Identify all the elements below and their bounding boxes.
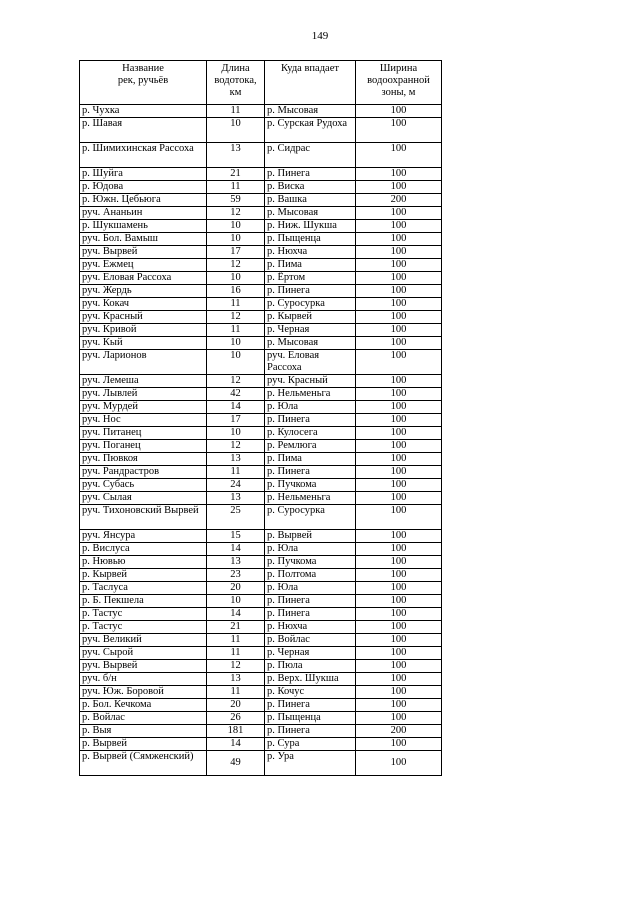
cell-into: р. Кырвей xyxy=(265,311,356,324)
cell-width: 100 xyxy=(356,569,442,582)
cell-name: руч. Янсура xyxy=(80,530,207,543)
table-row xyxy=(80,699,442,712)
cell-name: р. Чухка xyxy=(80,105,207,118)
cell-name: р. Шуйга xyxy=(80,168,207,181)
cell-name: руч. Бол. Вамыш xyxy=(80,233,207,246)
cell-width: 100 xyxy=(356,168,442,181)
cell-into: р. Ёртом xyxy=(265,272,356,285)
table-row xyxy=(80,324,442,337)
cell-width: 100 xyxy=(356,143,442,168)
cell-name: р. Нювью xyxy=(80,556,207,569)
cell-width: 200 xyxy=(356,194,442,207)
cell-into: руч. Еловая Рассоха xyxy=(265,350,356,375)
cell-width: 100 xyxy=(356,118,442,143)
table-row xyxy=(80,530,442,543)
cell-length: 12 xyxy=(207,440,265,453)
cell-into: р. Пыщенца xyxy=(265,712,356,725)
cell-width: 100 xyxy=(356,311,442,324)
cell-into: р. Пыщенца xyxy=(265,233,356,246)
cell-name: руч. Ананьин xyxy=(80,207,207,220)
cell-name: р. Бол. Кечкома xyxy=(80,699,207,712)
table-row xyxy=(80,505,442,530)
cell-into: р. Сурская Рудоха xyxy=(265,118,356,143)
table-row xyxy=(80,660,442,673)
cell-name: р. Вислуса xyxy=(80,543,207,556)
cell-width: 100 xyxy=(356,453,442,466)
cell-name: руч. Лывлей xyxy=(80,388,207,401)
cell-into: р. Пинега xyxy=(265,595,356,608)
cell-width: 200 xyxy=(356,725,442,738)
cell-length: 17 xyxy=(207,246,265,259)
cell-name: р. Тастус xyxy=(80,608,207,621)
cell-width: 100 xyxy=(356,105,442,118)
cell-length: 11 xyxy=(207,647,265,660)
cell-length: 17 xyxy=(207,414,265,427)
cell-into: р. Вырвей xyxy=(265,530,356,543)
cell-length: 10 xyxy=(207,233,265,246)
cell-name: руч. Мурдей xyxy=(80,401,207,414)
table-row xyxy=(80,401,442,414)
cell-name: руч. Вырвей xyxy=(80,660,207,673)
table-row xyxy=(80,479,442,492)
table-row xyxy=(80,375,442,388)
cell-length: 11 xyxy=(207,634,265,647)
cell-width: 100 xyxy=(356,673,442,686)
cell-width: 100 xyxy=(356,543,442,556)
cell-length: 10 xyxy=(207,118,265,143)
cell-width: 100 xyxy=(356,647,442,660)
cell-width: 100 xyxy=(356,479,442,492)
cell-name: руч. Кривой xyxy=(80,324,207,337)
table-row xyxy=(80,608,442,621)
cell-into: р. Полтома xyxy=(265,569,356,582)
cell-name: руч. Субась xyxy=(80,479,207,492)
cell-name: руч. Кый xyxy=(80,337,207,350)
cell-length: 12 xyxy=(207,375,265,388)
cell-into: р. Пинега xyxy=(265,699,356,712)
table-row xyxy=(80,712,442,725)
table-row xyxy=(80,143,442,168)
cell-length: 10 xyxy=(207,220,265,233)
cell-width: 100 xyxy=(356,324,442,337)
cell-name: руч. Тихоновский Вырвей xyxy=(80,505,207,530)
cell-name: руч. Нос xyxy=(80,414,207,427)
cell-name: руч. Красный xyxy=(80,311,207,324)
cell-length: 21 xyxy=(207,168,265,181)
cell-length: 14 xyxy=(207,608,265,621)
cell-length: 11 xyxy=(207,181,265,194)
cell-into: р. Юла xyxy=(265,543,356,556)
table-row xyxy=(80,751,442,776)
cell-name: руч. Пювкоя xyxy=(80,453,207,466)
cell-width: 100 xyxy=(356,259,442,272)
cell-width: 100 xyxy=(356,246,442,259)
cell-width: 100 xyxy=(356,427,442,440)
table-row xyxy=(80,207,442,220)
cell-width: 100 xyxy=(356,621,442,634)
cell-name: р. Кырвей xyxy=(80,569,207,582)
table-row xyxy=(80,220,442,233)
cell-into: р. Кулосега xyxy=(265,427,356,440)
table-row xyxy=(80,337,442,350)
cell-width: 100 xyxy=(356,530,442,543)
cell-name: р. Таслуса xyxy=(80,582,207,595)
cell-into: р. Суросурка xyxy=(265,298,356,311)
cell-into: р. Сидрас xyxy=(265,143,356,168)
cell-name: р. Войлас xyxy=(80,712,207,725)
table-row xyxy=(80,168,442,181)
cell-length: 21 xyxy=(207,621,265,634)
table-row xyxy=(80,686,442,699)
cell-name: руч. Питанец xyxy=(80,427,207,440)
cell-length: 15 xyxy=(207,530,265,543)
cell-length: 11 xyxy=(207,324,265,337)
cell-name: руч. Сырой xyxy=(80,647,207,660)
cell-width: 100 xyxy=(356,181,442,194)
cell-width: 100 xyxy=(356,233,442,246)
cell-name: р. Вырвей (Сямженский) xyxy=(80,751,207,776)
cell-into: р. Ура xyxy=(265,751,356,776)
cell-width: 100 xyxy=(356,298,442,311)
cell-name: руч. б/н xyxy=(80,673,207,686)
cell-length: 12 xyxy=(207,259,265,272)
cell-into: р. Верх. Шукша xyxy=(265,673,356,686)
cell-width: 100 xyxy=(356,738,442,751)
table-row xyxy=(80,440,442,453)
table-row xyxy=(80,388,442,401)
table-row xyxy=(80,725,442,738)
cell-into: р. Войлас xyxy=(265,634,356,647)
cell-into: р. Пима xyxy=(265,453,356,466)
table-header-row xyxy=(80,61,442,105)
cell-width: 100 xyxy=(356,272,442,285)
table-row xyxy=(80,647,442,660)
table-row xyxy=(80,181,442,194)
cell-length: 10 xyxy=(207,337,265,350)
cell-into: р. Пинега xyxy=(265,168,356,181)
table-row xyxy=(80,311,442,324)
cell-width: 100 xyxy=(356,350,442,375)
cell-name: руч. Жердь xyxy=(80,285,207,298)
cell-width: 100 xyxy=(356,388,442,401)
cell-into: р. Суросурка xyxy=(265,505,356,530)
cell-length: 14 xyxy=(207,543,265,556)
cell-length: 13 xyxy=(207,143,265,168)
table-row xyxy=(80,738,442,751)
cell-width: 100 xyxy=(356,440,442,453)
cell-name: р. Вырвей xyxy=(80,738,207,751)
table-row xyxy=(80,272,442,285)
cell-into: р. Нельменьга xyxy=(265,388,356,401)
cell-into: р. Ниж. Шукша xyxy=(265,220,356,233)
cell-into: р. Пучкома xyxy=(265,479,356,492)
cell-length: 25 xyxy=(207,505,265,530)
cell-length: 20 xyxy=(207,699,265,712)
cell-width: 100 xyxy=(356,505,442,530)
cell-length: 14 xyxy=(207,738,265,751)
cell-length: 10 xyxy=(207,427,265,440)
cell-width: 100 xyxy=(356,492,442,505)
cell-name: руч. Юж. Боровой xyxy=(80,686,207,699)
cell-into: руч. Красный xyxy=(265,375,356,388)
cell-length: 11 xyxy=(207,298,265,311)
table-row xyxy=(80,414,442,427)
table-row xyxy=(80,543,442,556)
cell-into: р. Мысовая xyxy=(265,105,356,118)
rivers-table xyxy=(79,60,442,776)
cell-length: 13 xyxy=(207,453,265,466)
cell-into: р. Нюхча xyxy=(265,621,356,634)
cell-length: 13 xyxy=(207,673,265,686)
cell-length: 10 xyxy=(207,350,265,375)
cell-length: 59 xyxy=(207,194,265,207)
cell-length: 12 xyxy=(207,207,265,220)
cell-length: 11 xyxy=(207,686,265,699)
table-row xyxy=(80,194,442,207)
cell-width: 100 xyxy=(356,556,442,569)
cell-width: 100 xyxy=(356,699,442,712)
cell-into: р. Юла xyxy=(265,582,356,595)
cell-name: руч. Ларионов xyxy=(80,350,207,375)
cell-into: р. Юла xyxy=(265,401,356,414)
cell-length: 12 xyxy=(207,311,265,324)
cell-name: р. Юдова xyxy=(80,181,207,194)
cell-width: 100 xyxy=(356,751,442,776)
cell-length: 26 xyxy=(207,712,265,725)
table-row xyxy=(80,634,442,647)
cell-length: 14 xyxy=(207,401,265,414)
header-length: Длина водотока, км xyxy=(207,61,265,105)
table-row xyxy=(80,427,442,440)
table-row xyxy=(80,298,442,311)
cell-into: р. Кочус xyxy=(265,686,356,699)
table-row xyxy=(80,233,442,246)
cell-width: 100 xyxy=(356,375,442,388)
cell-into: р. Пюла xyxy=(265,660,356,673)
cell-length: 13 xyxy=(207,556,265,569)
cell-name: р. Шимихинская Рассоха xyxy=(80,143,207,168)
cell-length: 24 xyxy=(207,479,265,492)
header-into: Куда впадает xyxy=(265,61,356,105)
cell-into: р. Виска xyxy=(265,181,356,194)
cell-width: 100 xyxy=(356,608,442,621)
cell-width: 100 xyxy=(356,595,442,608)
cell-name: р. Выя xyxy=(80,725,207,738)
cell-into: р. Пинега xyxy=(265,608,356,621)
cell-name: руч. Вырвей xyxy=(80,246,207,259)
table-row xyxy=(80,453,442,466)
cell-length: 10 xyxy=(207,272,265,285)
table-row xyxy=(80,466,442,479)
table-row xyxy=(80,285,442,298)
cell-name: р. Шавая xyxy=(80,118,207,143)
cell-name: руч. Поганец xyxy=(80,440,207,453)
table-row xyxy=(80,118,442,143)
cell-width: 100 xyxy=(356,686,442,699)
cell-width: 100 xyxy=(356,285,442,298)
header-width: Ширина водоохранной зоны, м xyxy=(356,61,442,105)
cell-width: 100 xyxy=(356,712,442,725)
cell-width: 100 xyxy=(356,220,442,233)
header-name: Название рек, ручьёв xyxy=(80,61,207,105)
table-row xyxy=(80,582,442,595)
cell-into: р. Черная xyxy=(265,647,356,660)
table-row xyxy=(80,556,442,569)
cell-length: 181 xyxy=(207,725,265,738)
cell-name: руч. Ежмец xyxy=(80,259,207,272)
cell-length: 16 xyxy=(207,285,265,298)
cell-length: 11 xyxy=(207,466,265,479)
cell-length: 42 xyxy=(207,388,265,401)
cell-into: р. Пинега xyxy=(265,285,356,298)
cell-name: руч. Рандрастров xyxy=(80,466,207,479)
cell-into: р. Пучкома xyxy=(265,556,356,569)
cell-into: р. Пима xyxy=(265,259,356,272)
cell-into: р. Пинега xyxy=(265,725,356,738)
cell-name: руч. Лемеша xyxy=(80,375,207,388)
cell-width: 100 xyxy=(356,401,442,414)
cell-name: руч. Великий xyxy=(80,634,207,647)
cell-width: 100 xyxy=(356,466,442,479)
cell-into: р. Нельменьга xyxy=(265,492,356,505)
cell-length: 10 xyxy=(207,595,265,608)
cell-name: руч. Кокач xyxy=(80,298,207,311)
cell-width: 100 xyxy=(356,337,442,350)
cell-width: 100 xyxy=(356,634,442,647)
cell-width: 100 xyxy=(356,414,442,427)
cell-width: 100 xyxy=(356,582,442,595)
cell-into: р. Пинега xyxy=(265,466,356,479)
table-row xyxy=(80,569,442,582)
table-row xyxy=(80,246,442,259)
table-row xyxy=(80,350,442,375)
cell-into: р. Вашка xyxy=(265,194,356,207)
cell-length: 20 xyxy=(207,582,265,595)
cell-length: 23 xyxy=(207,569,265,582)
cell-length: 11 xyxy=(207,105,265,118)
cell-name: р. Шукшамень xyxy=(80,220,207,233)
cell-name: р. Южн. Цебьюга xyxy=(80,194,207,207)
cell-width: 100 xyxy=(356,660,442,673)
cell-into: р. Мысовая xyxy=(265,337,356,350)
table-row xyxy=(80,105,442,118)
table-row xyxy=(80,595,442,608)
cell-length: 12 xyxy=(207,660,265,673)
page-number: 149 xyxy=(311,30,329,42)
cell-into: р. Ремлюга xyxy=(265,440,356,453)
cell-name: руч. Сылая xyxy=(80,492,207,505)
cell-into: р. Сура xyxy=(265,738,356,751)
cell-into: р. Мысовая xyxy=(265,207,356,220)
cell-length: 13 xyxy=(207,492,265,505)
table-row xyxy=(80,673,442,686)
cell-name: р. Тастус xyxy=(80,621,207,634)
cell-into: р. Нюхча xyxy=(265,246,356,259)
cell-into: р. Черная xyxy=(265,324,356,337)
cell-into: р. Пинега xyxy=(265,414,356,427)
cell-width: 100 xyxy=(356,207,442,220)
table-row xyxy=(80,259,442,272)
table-row xyxy=(80,492,442,505)
cell-name: р. Б. Пекшела xyxy=(80,595,207,608)
cell-length: 49 xyxy=(207,751,265,776)
table-row xyxy=(80,621,442,634)
cell-name: руч. Еловая Рассоха xyxy=(80,272,207,285)
